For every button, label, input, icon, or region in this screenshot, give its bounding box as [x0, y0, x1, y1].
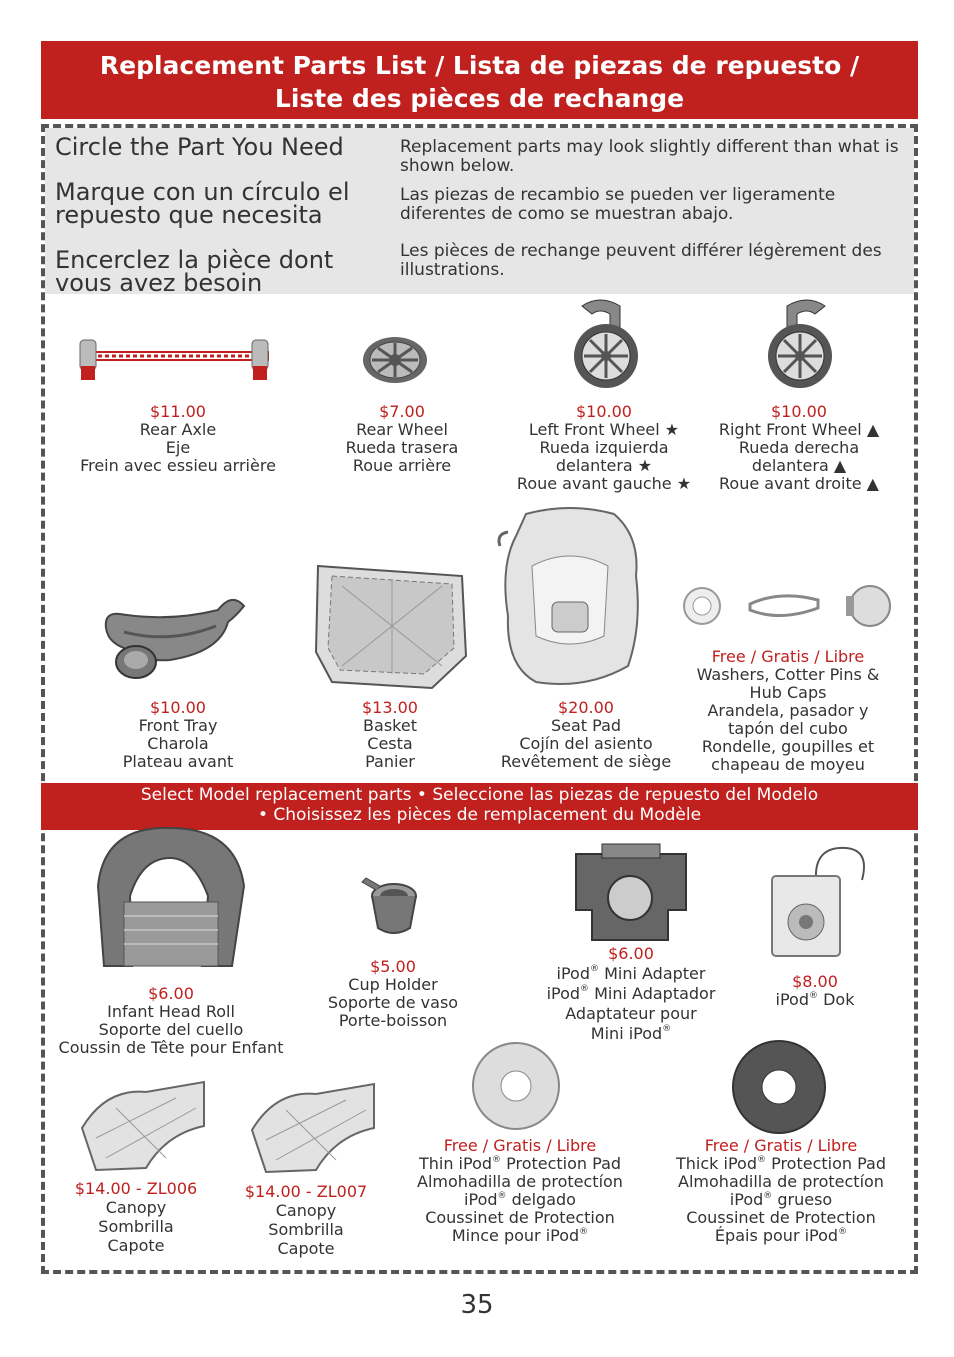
registered-mark: ® — [756, 1155, 766, 1165]
name-es: Charola — [147, 734, 209, 753]
name-en: Canopy — [275, 1201, 337, 1220]
name-en-2: Hub Caps — [749, 683, 827, 702]
thick-pad-image — [730, 1038, 828, 1136]
page-number: 35 — [460, 1290, 494, 1320]
name-es: Cojín del asiento — [519, 734, 653, 753]
name-fr: Roue avant gauche ★ — [516, 474, 692, 493]
registered-mark: ® — [580, 984, 590, 994]
registered-mark: ® — [763, 1191, 773, 1201]
text: Mini Adaptador — [589, 984, 716, 1003]
disclaimer-en: Replacement parts may look slightly different than what is shown below. — [400, 137, 899, 176]
name-es: Soporte de vaso — [327, 993, 459, 1012]
name-es-2: delantera ▲ — [751, 456, 847, 475]
text: iPod — [464, 1190, 498, 1209]
price: $14.00 - ZL006 — [74, 1179, 198, 1198]
price: $10.00 — [150, 698, 206, 717]
part-cup-holder[interactable] — [318, 958, 468, 1030]
price: Free / Gratis / Libre — [704, 1136, 858, 1155]
name — [740, 991, 890, 1009]
name-es: Rueda trasera — [345, 438, 459, 457]
name-fr-2 — [406, 1227, 634, 1245]
text: delgado — [506, 1190, 576, 1209]
part-canopy-zl007[interactable] — [232, 1182, 380, 1258]
part-mini-adapter[interactable] — [526, 944, 736, 1044]
rear-axle-image — [62, 332, 288, 392]
name-es-2 — [406, 1191, 634, 1209]
instruction-fr: Encerclez la pièce dont vous avez besoin — [55, 246, 334, 297]
text: iPod — [729, 1190, 764, 1209]
name-fr: Roue avant droite ▲ — [719, 474, 879, 493]
text: Dok — [818, 990, 855, 1009]
name-es-1: Rueda izquierda — [539, 438, 669, 457]
name-en: Basket — [363, 716, 417, 735]
disclaimer-fr: Les pièces de rechange peuvent différer légèrement des illustrations. — [400, 241, 882, 280]
part-dok[interactable] — [740, 973, 890, 1009]
name-fr: Revêtement de siège — [500, 752, 672, 771]
name-es: Eje — [165, 438, 191, 457]
name-es-1: Almohadilla de protectíon — [678, 1172, 884, 1191]
name-es: Sombrilla — [268, 1220, 344, 1239]
name-fr: Capote — [107, 1236, 165, 1255]
name-en — [406, 1155, 634, 1173]
name-es — [526, 984, 736, 1004]
hardware-image — [680, 582, 894, 632]
head-roll-image — [84, 826, 254, 972]
text: Mini iPod — [590, 1024, 663, 1043]
disclaimer — [400, 138, 905, 290]
registered-mark: ® — [492, 1155, 502, 1165]
name-fr-1: Coussinet de Protection — [425, 1208, 615, 1227]
instruction-en: Circle the Part You Need — [55, 133, 344, 161]
name-es: Cesta — [367, 734, 413, 753]
name-en: Seat Pad — [550, 716, 622, 735]
price: Free / Gratis / Libre — [443, 1136, 597, 1155]
name-es: Sombrilla — [98, 1217, 174, 1236]
price: $5.00 — [370, 957, 416, 976]
left-front-wheel-image — [570, 296, 645, 391]
part-right-front-wheel[interactable] — [700, 403, 898, 493]
registered-mark: ® — [497, 1191, 507, 1201]
name-fr: Roue arrière — [352, 456, 452, 475]
name-en: Canopy — [105, 1198, 167, 1217]
price: $14.00 - ZL007 — [244, 1182, 368, 1201]
name-fr-1: Rondelle, goupilles et — [701, 737, 875, 756]
name-en: Infant Head Roll — [107, 1002, 235, 1021]
name-en-1: Washers, Cotter Pins & — [696, 665, 880, 684]
name-fr-2 — [664, 1227, 898, 1245]
registered-mark: ® — [589, 964, 599, 974]
name-fr: Plateau avant — [122, 752, 234, 771]
mini-adapter-image — [572, 840, 690, 946]
part-left-front-wheel[interactable] — [504, 403, 704, 493]
seat-pad-image — [496, 506, 642, 692]
name-es-1: Arandela, pasador y — [707, 701, 869, 720]
name-fr: Porte-boisson — [338, 1011, 448, 1030]
name-fr-2: chapeau de moyeu — [711, 755, 865, 774]
name-en: Front Tray — [138, 716, 218, 735]
canopy-zl006-image — [76, 1078, 208, 1174]
name-en: Rear Wheel — [356, 420, 448, 439]
name-es-2 — [664, 1191, 898, 1209]
text: Thin iPod — [418, 1154, 493, 1173]
registered-mark: ® — [809, 991, 818, 1001]
instruction-es: Marque con un círculo el repuesto que necesita — [55, 178, 350, 229]
part-basket[interactable] — [320, 699, 460, 771]
price: $6.00 — [608, 944, 654, 963]
page-title-line2: Liste des pièces de rechange — [274, 84, 685, 113]
model-parts-banner — [41, 783, 918, 830]
name-fr-1: Coussinet de Protection — [686, 1208, 876, 1227]
name-es: Soporte del cuello — [98, 1020, 244, 1039]
text: Épais pour iPod — [714, 1226, 839, 1245]
name-es-1: Rueda derecha — [738, 438, 860, 457]
price: $7.00 — [379, 402, 425, 421]
instructions — [55, 133, 385, 317]
price: $20.00 — [558, 698, 614, 717]
name-en: Cup Holder — [348, 975, 438, 994]
name-fr-1: Adaptateur pour — [565, 1004, 697, 1023]
text: Protection Pad — [501, 1154, 622, 1173]
part-thin-pad[interactable] — [406, 1137, 634, 1245]
disclaimer-es: Las piezas de recambio se pueden ver ligeramente diferentes de como se muestran abajo. — [400, 185, 836, 224]
price: $10.00 — [576, 402, 632, 421]
name-en — [526, 964, 736, 984]
name-en — [664, 1155, 898, 1173]
part-rear-axle[interactable] — [68, 403, 288, 475]
front-tray-image — [100, 592, 248, 686]
part-thick-pad[interactable] — [664, 1137, 898, 1245]
registered-mark: ® — [579, 1227, 589, 1237]
price: $10.00 — [771, 402, 827, 421]
part-canopy-zl006[interactable] — [62, 1179, 210, 1255]
text: grueso — [772, 1190, 833, 1209]
price: Free / Gratis / Libre — [711, 647, 865, 666]
text: Mini Adapter — [598, 964, 706, 983]
banner-line2: • Choisissez les pièces de remplacement du Modèle — [257, 805, 702, 825]
price: $11.00 — [150, 402, 206, 421]
right-front-wheel-image — [762, 296, 837, 391]
text: iPod — [775, 990, 809, 1009]
name-fr: Capote — [277, 1239, 335, 1258]
text: Mince pour iPod — [451, 1226, 580, 1245]
name-es-2: tapón del cubo — [728, 719, 848, 738]
part-hardware[interactable] — [682, 648, 894, 774]
text: Protection Pad — [765, 1154, 886, 1173]
name-fr: Frein avec essieu arrière — [80, 456, 276, 475]
part-rear-wheel[interactable] — [322, 403, 482, 475]
page-title-line1: Replacement Parts List / Lista de piezas de repuesto / — [99, 51, 860, 80]
rear-wheel-image — [360, 334, 430, 386]
intro-panel — [45, 128, 914, 297]
basket-image — [312, 556, 470, 696]
part-seat-pad[interactable] — [491, 699, 681, 771]
part-front-tray[interactable] — [98, 699, 258, 771]
price: $13.00 — [362, 698, 418, 717]
text: iPod — [546, 984, 581, 1003]
name-en: Right Front Wheel ▲ — [718, 420, 880, 439]
registered-mark: ® — [838, 1227, 848, 1237]
name-en: Rear Axle — [139, 420, 217, 439]
price: $6.00 — [148, 984, 194, 1003]
price: $8.00 — [792, 972, 838, 991]
name-fr: Coussin de Tête pour Enfant — [58, 1038, 284, 1057]
name-es-1: Almohadilla de protectíon — [417, 1172, 623, 1191]
name-es-2: delantera ★ — [555, 456, 653, 475]
registered-mark: ® — [662, 1024, 672, 1034]
canopy-zl007-image — [246, 1080, 378, 1176]
cup-holder-image — [360, 876, 420, 940]
name-fr: Panier — [365, 752, 415, 771]
dok-image — [766, 840, 876, 964]
text: Thick iPod — [676, 1154, 757, 1173]
name-en: Left Front Wheel ★ — [528, 420, 680, 439]
part-head-roll[interactable] — [52, 985, 290, 1057]
title-banner — [41, 41, 918, 119]
banner-line1: Select Model replacement parts • Seleccione las piezas de repuesto del Modelo — [140, 785, 819, 805]
text: iPod — [556, 964, 590, 983]
thin-pad-image — [470, 1040, 562, 1132]
